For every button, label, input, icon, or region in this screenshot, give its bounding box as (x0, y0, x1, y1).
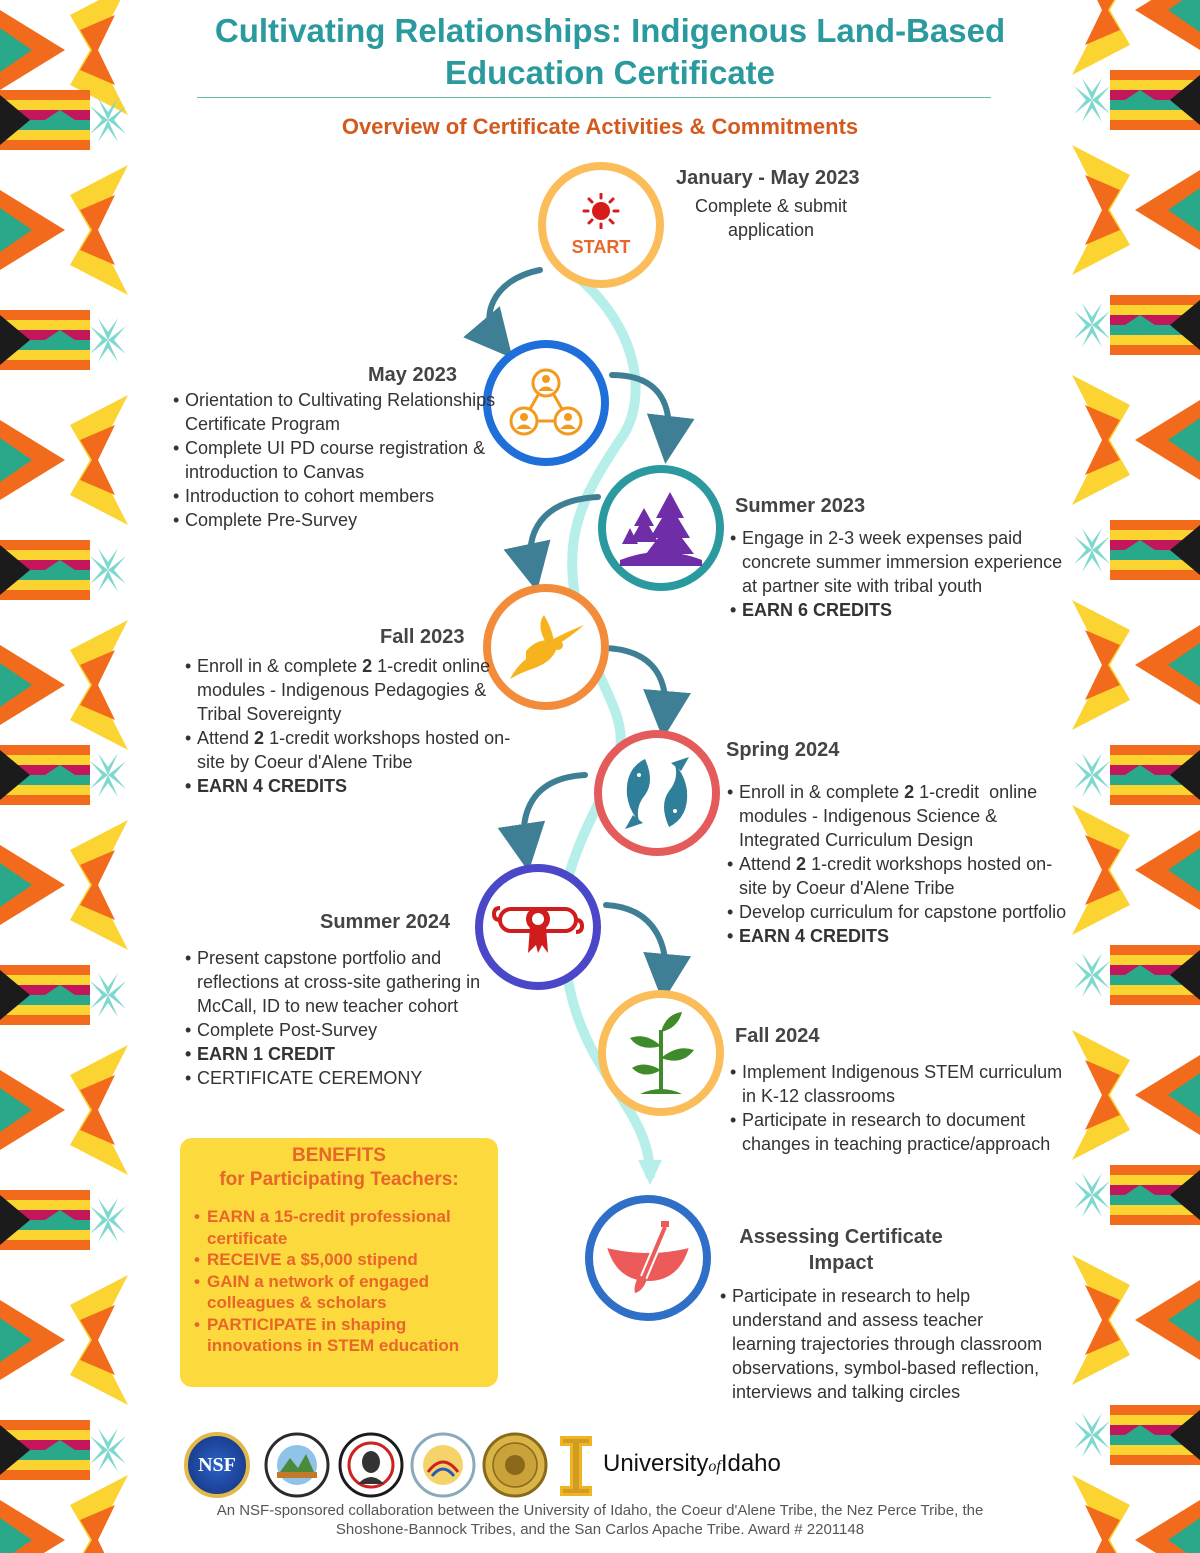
list-item: • EARN 4 CREDITS (185, 774, 515, 798)
nsf-logo: NSF (184, 1432, 250, 1498)
stage-list-assessing-impact (720, 1284, 1050, 1404)
list-item: • Engage in 2-3 week expenses paid concrete summer immersion experience at partner site with tribal youth (730, 526, 1070, 598)
partner-logos (180, 1428, 800, 1500)
list-item: • Attend 2 1-credit workshops hosted on-site by Coeur d'Alene Tribe (727, 852, 1072, 900)
stage-title-summer-2023: Summer 2023 (735, 495, 866, 517)
list-item: • EARN 1 CREDIT (185, 1042, 485, 1066)
list-item: • EARN a 15-credit professional certificate (194, 1206, 484, 1249)
stage-circle-assessing-impact (585, 1195, 711, 1321)
list-item: • Develop curriculum for capstone portfolio (727, 900, 1072, 924)
stage-list-fall-2023 (185, 654, 515, 798)
benefits-list (194, 1206, 484, 1357)
list-item: • Orientation to Cultivating Relationships Certificate Program (173, 388, 503, 436)
people-network-icon (509, 366, 583, 440)
canoe-icon (603, 1221, 693, 1295)
list-item: • EARN 6 CREDITS (730, 598, 1070, 622)
benefits-box (180, 1138, 498, 1387)
start-date: January - May 2023 (676, 167, 860, 189)
list-item: • Introduction to cohort members (173, 484, 503, 508)
stage-list-may-2023 (173, 388, 503, 532)
nez-perce-tribe-seal (338, 1432, 404, 1498)
list-item: • Participate in research to document changes in teaching practice/approach (730, 1108, 1065, 1156)
stage-circle-summer-2024 (475, 864, 601, 990)
stage-title-assessing-impact: Assessing Certificate Impact (739, 1226, 943, 1274)
benefits-title: BENEFITS for Participating Teachers: (219, 1145, 459, 1190)
list-item: • RECEIVE a $5,000 stipend (194, 1249, 484, 1271)
university-of-idaho-logo (560, 1436, 592, 1496)
stage-title-fall-2023: Fall 2023 (380, 626, 465, 648)
university-of-idaho-wordmark: UniversityofIdaho (603, 1450, 781, 1477)
list-item: • CERTIFICATE CEREMONY (185, 1066, 485, 1090)
list-item: • EARN 4 CREDITS (727, 924, 1072, 948)
stage-circle-fall-2024 (598, 990, 724, 1116)
list-item: • GAIN a network of engaged colleagues & scholars (194, 1271, 484, 1314)
list-item: • Complete Post-Survey (185, 1018, 485, 1042)
seedling-icon (626, 1010, 696, 1096)
stage-title-fall-2024: Fall 2024 (735, 1025, 820, 1047)
certificate-scroll-icon (490, 899, 586, 955)
start-circle (538, 162, 664, 288)
stage-list-summer-2023 (730, 526, 1070, 622)
stage-circle-summer-2023 (598, 465, 724, 591)
list-item: • PARTICIPATE in shaping innovations in STEM education (194, 1314, 484, 1357)
list-item: • Complete Pre-Survey (173, 508, 503, 532)
footer-text: An NSF-sponsored collaboration between the University of Idaho, the Coeur d'Alene Tribe, the Nez Perce Tribe, the Shoshone-Bannock Tribes, and the San Carlos Apache Tribe. Award # 2201148 (216, 1502, 984, 1538)
stage-title-summer-2024: Summer 2024 (320, 911, 451, 933)
stage-title-spring-2024: Spring 2024 (726, 739, 840, 761)
stage-list-fall-2024 (730, 1060, 1065, 1156)
stage-list-summer-2024 (185, 946, 485, 1090)
list-item: • Enroll in & complete 2 1-credit online modules - Indigenous Science & Integrated Curriculum Design (727, 780, 1072, 852)
stage-title-may-2023: May 2023 (368, 364, 457, 386)
list-item: • Present capstone portfolio and reflections at cross-site gathering in McCall, ID to new teacher cohort (185, 946, 485, 1018)
start-label: START (571, 236, 631, 257)
list-item: • Complete UI PD course registration & introduction to Canvas (173, 436, 503, 484)
page-title: Cultivating Relationships: Indigenous Land-Based Education Certificate (214, 12, 1006, 91)
stage-list-spring-2024 (727, 780, 1072, 948)
page-subtitle: Overview of Certificate Activities & Commitments (341, 114, 859, 139)
fish-icon (615, 755, 699, 831)
stage-circle-spring-2024 (594, 730, 720, 856)
san-carlos-apache-tribe-seal (482, 1432, 548, 1498)
trees-icon (618, 488, 704, 568)
start-description: Complete & submit application (694, 196, 848, 240)
list-item: • Enroll in & complete 2 1-credit online modules - Indigenous Pedagogies & Tribal Sovereignty (185, 654, 515, 726)
list-item: • Implement Indigenous STEM curriculum in K-12 classrooms (730, 1060, 1065, 1108)
hummingbird-icon (506, 615, 586, 679)
coeur-dalene-tribe-seal (264, 1432, 330, 1498)
sun-icon (581, 193, 621, 229)
list-item: • Attend 2 1-credit workshops hosted on-site by Coeur d'Alene Tribe (185, 726, 515, 774)
list-item: • Participate in research to help understand and assess teacher learning trajectories through classroom observations, symbol-based reflection, interviews and talking circles (720, 1284, 1050, 1404)
shoshone-bannock-tribes-seal (410, 1432, 476, 1498)
